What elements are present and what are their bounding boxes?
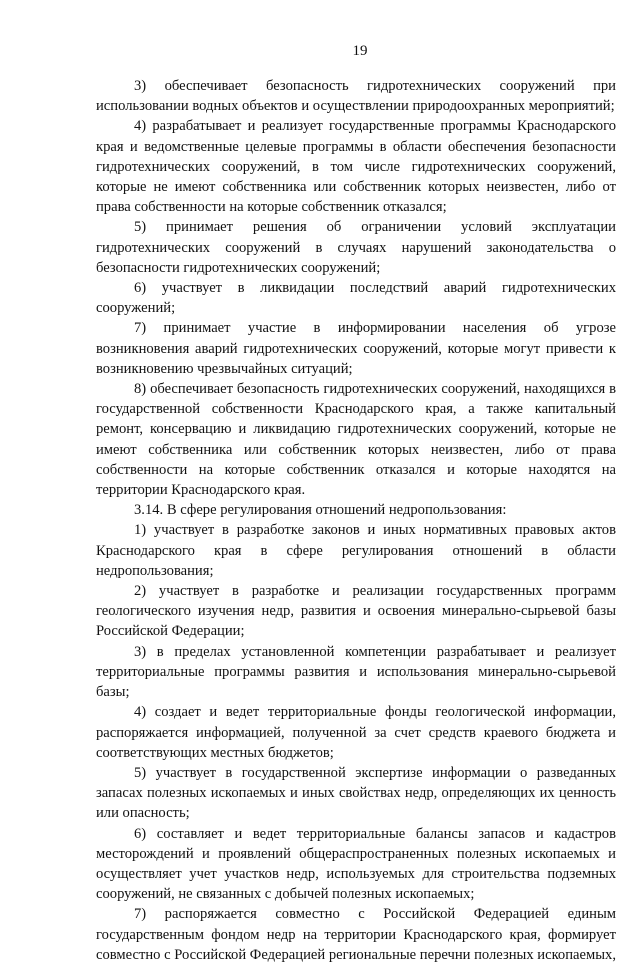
page-number: 19	[352, 43, 368, 59]
paragraph: 3) обеспечивает безопасность гидротехнических сооружений при использовании водных объектов и осуществлении природоохранных мероприятий;	[96, 78, 616, 115]
paragraph: 4) создает и ведет территориальные фонды геологической информации, распоряжается информацией, полученной за счет средств краевого бюджета и соответствующих местных бюджетов;	[96, 704, 616, 761]
paragraph: 6) участвует в ликвидации последствий аварий гидротехнических сооружений;	[96, 280, 616, 317]
paragraph: 7) распоряжается совместно с Российской Федерацией единым государственным фондом недр на территории Краснодарского края, формирует совместно с Российской Федерацией региональные перечни полезных ископаемых,	[96, 906, 616, 963]
paragraph: 4) разрабатывает и реализует государственные программы Краснодарского края и ведомственные целевые программы в области обеспечения безопасности гидротехнических сооружений, в том числе гидротехнических сооружений, которые не имеют собственника или собственник которых неизвестен, либо от права собственности на которые собственник отказался;	[96, 118, 616, 216]
paragraph: 3) в пределах установленной компетенции разрабатывает и реализует территориальные программы развития и использования минерально-сырьевой базы;	[96, 643, 616, 701]
paragraph: 6) составляет и ведет территориальные балансы запасов и кадастров месторождений и проявлений общераспространенных полезных ископаемых и осуществляет учет участков недр, используемых для строительства подземных сооружений, не связанных с добычей полезных ископаемых;	[96, 825, 616, 903]
paragraph: 2) участвует в разработке и реализации государственных программ геологического изучения недр, развития и освоения минерально-сырьевой базы Российской Федерации;	[96, 583, 616, 640]
paragraph: 5) участвует в государственной экспертизе информации о разведанных запасах полезных ископаемых и иных свойствах недр, определяющих их ценность или опасность;	[96, 764, 616, 822]
paragraph: 1) участвует в разработке законов и иных нормативных правовых актов Краснодарского края в сфере регулирования отношений в области недропользования;	[96, 522, 616, 579]
paragraph: 7) принимает участие в информировании населения об угрозе возникновения аварий гидротехнических сооружений, которые могут привести к возникновению чрезвычайных ситуаций;	[96, 320, 616, 377]
paragraph: 8) обеспечивает безопасность гидротехнических сооружений, находящихся в государственной собственности Краснодарского края, а также капитальный ремонт, консервацию и ликвидацию гидротехнических сооружений, которые не имеют собственника или собственник которых неизвестен, либо от права собственности на которые собственник отказался и которые находятся на территории Краснодарского края.	[96, 381, 616, 499]
document-body	[96, 76, 616, 965]
section-heading: 3.14. В сфере регулирования отношений недропользования:	[134, 502, 507, 519]
paragraph: 5) принимает решения об ограничении условий эксплуатации гидротехнических сооружений в случаях нарушений законодательства о безопасности гидротехнических сооружений;	[96, 219, 616, 276]
